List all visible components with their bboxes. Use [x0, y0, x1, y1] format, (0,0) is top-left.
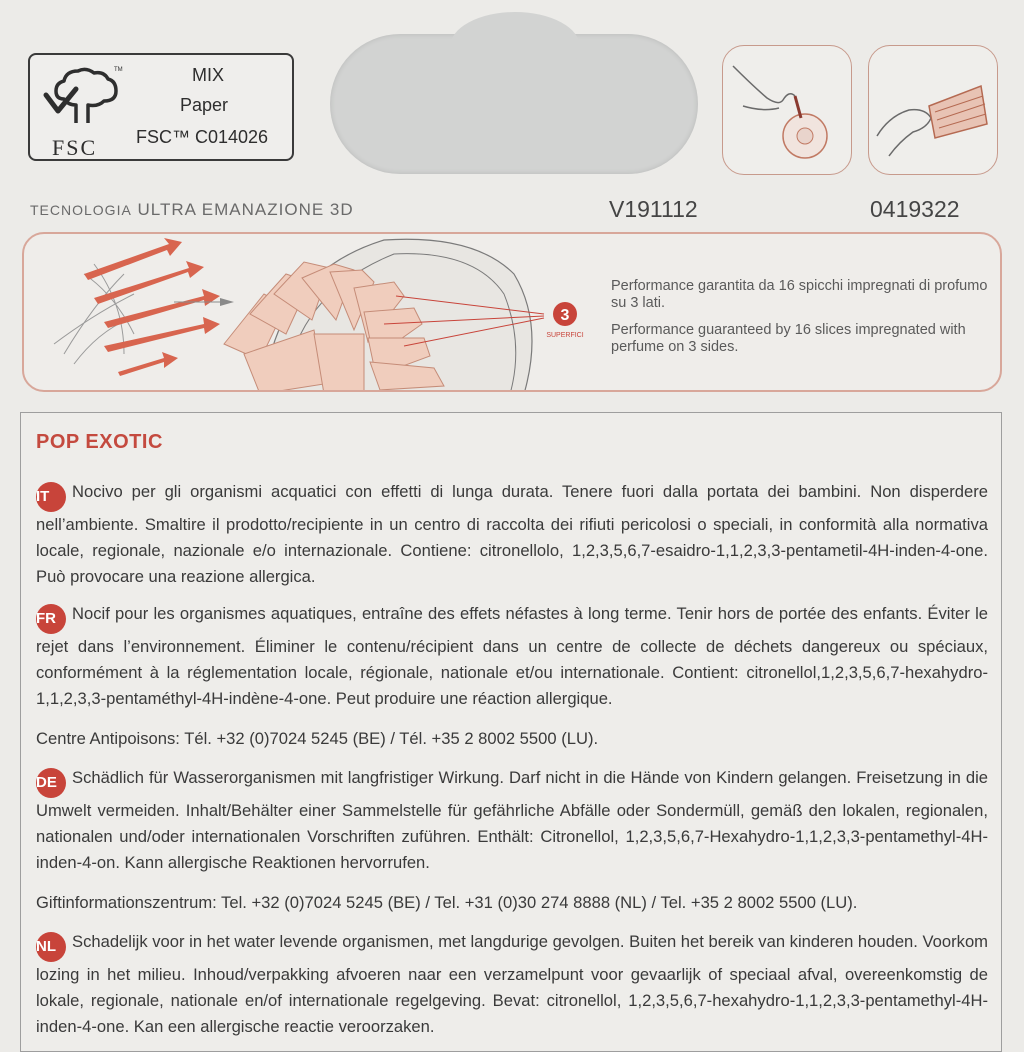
product-code: 0419322 — [870, 196, 960, 222]
fsc-tree-icon — [42, 65, 126, 127]
svg-text:TM: TM — [114, 67, 123, 73]
fsc-certification-box — [28, 53, 294, 161]
surfaces-badge-number: 3 — [560, 307, 570, 324]
airflow-lines-icon — [54, 264, 144, 364]
surfaces-badge-label: SUPERFICI — [546, 332, 584, 339]
performance-text-it: Performance garantita da 16 spicchi impregnati di profumo su 3 lati. — [611, 278, 988, 311]
safety-information-panel — [20, 412, 1002, 1052]
safety-text-it: Nocivo per gli organismi acquatici con effetti di lunga durata. Tenere fuori dalla portata dei bambini. Non disperdere nell’ambiente. Smaltire il prodotto/recipiente in un centro di raccolta dei rifiuti pericolosi o speciali, in conformità alla normativa locale, regionale, nazionale e/o internazionale. Contiene: citronellolo, 1,2,3,5,6,7-esaidro-1,1,2,3,3-pentametil-4H-inden-4-one. Può provocare una reazione allergica. — [36, 482, 988, 586]
batch-code: V191112 — [609, 196, 698, 222]
language-badge-de: DE — [36, 768, 66, 798]
diffuser-illustration — [24, 234, 624, 392]
technology-prefix: TECNOLOGIA — [30, 202, 132, 218]
language-badge-nl: NL — [36, 932, 66, 962]
instruction-step-2-image — [868, 45, 998, 175]
hand-inserting-icon — [869, 46, 998, 175]
fsc-mix-label: MIX — [192, 65, 225, 85]
fsc-paper-label: Paper — [180, 95, 229, 115]
scent-arrows-icon — [84, 238, 220, 376]
poison-center-fr: Centre Antipoisons: Tél. +32 (0)7024 5245 (BE) / Tél. +35 2 8002 5500 (LU). — [36, 729, 599, 748]
hang-hole-cutout — [330, 34, 698, 174]
language-badge-it: IT — [36, 482, 66, 512]
technology-name: ULTRA EMANAZIONE 3D — [137, 200, 354, 219]
safety-section-it — [36, 479, 988, 590]
safety-text-fr: Nocif pour les organismes aquatiques, entraîne des effets néfastes à long terme. Tenir hors de portée des enfants. Éviter le rejet dans l’environnement. Éliminer le contenu/récipient dans un centre de collecte de déchets dangereux ou spéciaux, conformément à la réglementation locale, régionale, nationale et/ou internationale. Contient: citronellol,1,2,3,5,6,7-hexahydro-1,1,2,3,3-pentaméthyl-4H-indène-4-one. Peut produire une réaction allergique. — [36, 604, 988, 708]
technology-label — [30, 200, 354, 220]
safety-text-de: Schädlich für Wasserorganismen mit langfristiger Wirkung. Darf nicht in die Hände von Kindern gelangen. Freisetzung in die Umwelt vermeiden. Inhalt/Behälter einer Sammelstelle für gefährliche Abfälle oder Sondermüll, gemäß den lokalen, regionalen, nationalen und/oder internationalen Vorschriften zuführen. Enthält: Citronellol, 1,2,3,5,6,7-Hexahydro-1,1,2,3,3-pentamethyl-4H-inden-4-on. Kann allergische Reaktionen hervorrufen. — [36, 768, 988, 872]
fsc-logo — [40, 65, 126, 160]
performance-text-en: Performance guaranteed by 16 slices impregnated with perfume on 3 sides. — [611, 322, 966, 355]
instruction-step-1-image — [722, 45, 852, 175]
impregnated-slices-icon — [174, 239, 532, 392]
fsc-license-code: FSC™ C014026 — [136, 127, 269, 147]
hand-peeling-icon — [723, 46, 852, 175]
safety-section-fr — [36, 601, 988, 712]
fsc-logo-text: FSC — [52, 135, 98, 160]
safety-text-nl: Schadelijk voor in het water levende organismen, met langdurige gevolgen. Buiten het bereik van kinderen houden. Voorkom lozing in het milieu. Inhoud/verpakking afvoeren naar een verzamelpunt voor gevaarlijk of speciaal afval, overeenkomstig de lokale, regionale, nationale en/of internationale regelgeving. Bevat: citronellol, 1,2,3,5,6,7-hexahydro-1,1,2,3,3-pentamethyl-4H-inden-4-one. Kan een allergische reactie veroorzaken. — [36, 932, 988, 1036]
hang-hook-shape — [450, 12, 580, 82]
language-badge-fr: FR — [36, 604, 66, 634]
performance-panel — [22, 232, 1002, 392]
product-name: POP EXOTIC — [36, 431, 163, 453]
safety-section-nl — [36, 929, 988, 1040]
safety-section-de — [36, 765, 988, 876]
poison-center-de: Giftinformationszentrum: Tel. +32 (0)7024 5245 (BE) / Tel. +31 (0)30 274 8888 (NL) / Tel. +35 2 8002 5500 (LU). — [36, 893, 858, 912]
